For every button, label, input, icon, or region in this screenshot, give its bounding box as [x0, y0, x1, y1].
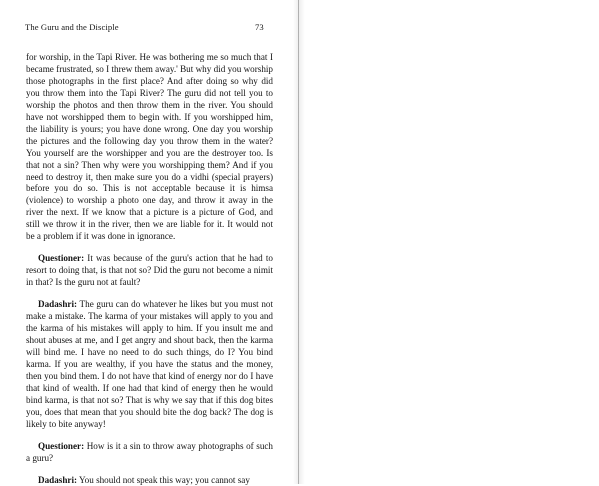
speaker-label: Questioner:: [38, 253, 84, 263]
paragraph: for worship, in the Tapi River. He was bothering me so much that I became frustrated, so I threw them away.' But why did you worship those photographs in the first place? And after doing so why did you throw them into the Tapi River? The guru did not tell you to worship the photos and then throw them in the river. You should have not worshipped them to begin with. If you worshipped him, the liability is yours; you have done wrong. One day you worship the pictures and the following day you throw them in the water? You yourself are the worshipper and you are the destroyer too. Is that not a sin? Then why were you worshipping them? And if you need to destroy it, then make sure you do a vidhi (special prayers) before you do so. This is not acceptable because it is himsa (violence) to worship a photo one day, and throw it away in the river the next. If we know that a picture is a picture of God, and still we throw it in the river, then we are liable for it. It would not be a problem if it was done in ignorance.: [26, 52, 273, 243]
speaker-label: Dadashri:: [38, 299, 77, 309]
right-page: [299, 0, 598, 484]
left-body-text: [26, 52, 273, 486]
speaker-label: Questioner:: [38, 441, 84, 451]
paragraph: Questioner: How is it a sin to throw away photographs of such a guru?: [26, 441, 273, 465]
running-title: The Guru and the Disciple: [25, 22, 119, 32]
page-number: 73: [255, 22, 264, 32]
paragraph: Dadashri: The guru can do whatever he likes but you must not make a mistake. The karma of your mistakes will apply to you and the karma of his mistakes will apply to him. If you insult me and shout abuses at me, and I get angry and shout back, then the karma will bind me. I have no need to do such things, do I? You bind karma. If you are wealthy, if you have the status and the money, then you bind them. I do not have that kind of energy nor do I have that kind of wealth. If one had that kind of energy then he would bind karma, is that not so? That is why we say that if this dog bites you, does that mean that you should bite the dog back? The dog is likely to bite anyway!: [26, 299, 273, 430]
paragraph: Questioner: It was because of the guru's action that he had to resort to doing that, is that not so? Did the guru not become a nimit in that? Is the guru not at fault?: [26, 253, 273, 289]
book-gutter: [293, 0, 305, 484]
left-page: [0, 0, 299, 484]
paragraph: Dadashri: You should not speak this way; you cannot say: [26, 475, 273, 486]
speaker-label: Dadashri:: [38, 475, 77, 485]
